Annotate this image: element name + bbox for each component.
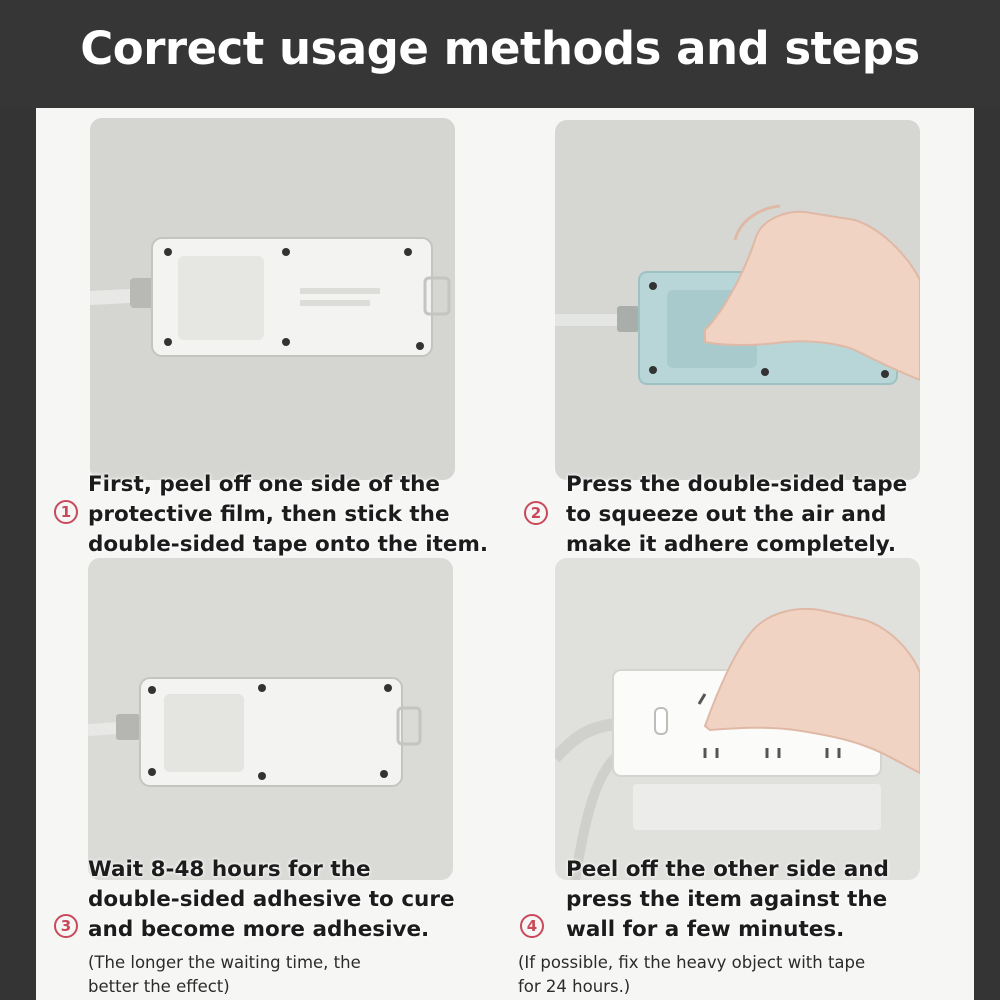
step-number-badge: 2 (524, 501, 548, 525)
step4-photo (555, 558, 920, 880)
step4-note (518, 951, 865, 999)
step1-instruction (88, 470, 488, 560)
instruction-line: double-sided tape onto the item. (88, 532, 489, 557)
instruction-line: Peel off the other side and (566, 857, 889, 882)
note-line: better the effect) (88, 977, 230, 996)
step2-photo (555, 120, 920, 480)
step3-note (88, 951, 361, 999)
instruction-line: and become more adhesive. (88, 917, 430, 942)
page-title: Correct usage methods and steps (80, 22, 920, 75)
instruction-line: press the item against the (566, 887, 888, 912)
instruction-line: Press the double-sided tape (566, 472, 908, 497)
step3-instruction (88, 855, 455, 945)
instruction-line: wall for a few minutes. (566, 917, 845, 942)
instruction-line: to squeeze out the air and (566, 502, 887, 527)
step4-instruction (566, 855, 889, 945)
instruction-line: double-sided adhesive to cure (88, 887, 455, 912)
step1-photo (90, 118, 455, 480)
instruction-line: First, peel off one side of the (88, 472, 441, 497)
step-number-badge: 4 (520, 914, 544, 938)
step2-instruction (566, 470, 907, 560)
step3-photo (88, 558, 453, 880)
note-line: for 24 hours.) (518, 977, 631, 996)
instruction-line: make it adhere completely. (566, 532, 896, 557)
step-number-badge: 3 (54, 914, 78, 938)
note-line: (The longer the waiting time, the (88, 953, 361, 972)
instruction-line: protective film, then stick the (88, 502, 450, 527)
instruction-line: Wait 8-48 hours for the (88, 857, 371, 882)
step-number-badge: 1 (54, 500, 78, 524)
note-line: (If possible, fix the heavy object with tape (518, 953, 866, 972)
